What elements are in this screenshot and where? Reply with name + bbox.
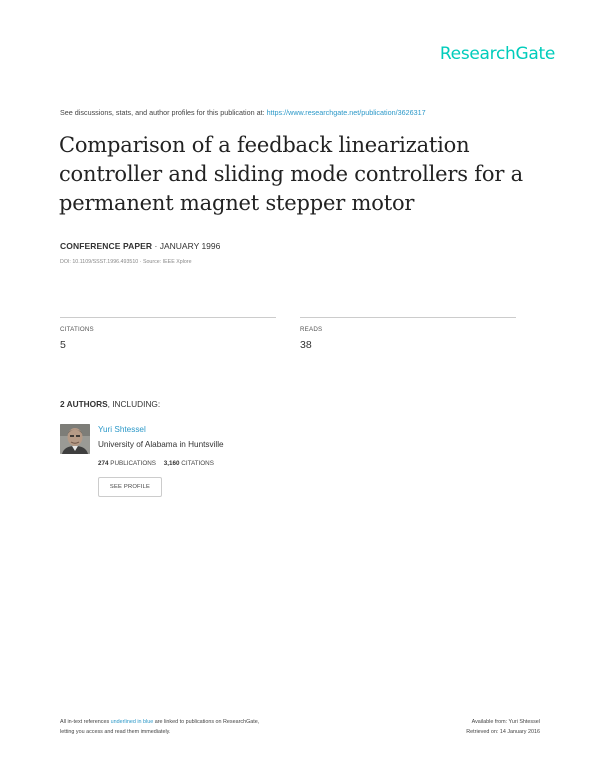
- footer-text: are linked to publications on ResearchGate,: [154, 719, 260, 725]
- citations-divider: [60, 317, 276, 318]
- citations-count: 5: [60, 339, 66, 351]
- author-photo-icon: [60, 424, 90, 454]
- author-institution: University of Alabama in Huntsville: [98, 440, 224, 449]
- footer-text: All in-text references: [60, 719, 110, 725]
- underlined-link-sample[interactable]: underlined in blue: [110, 719, 154, 725]
- discussion-notice: [60, 108, 426, 117]
- author-name-link[interactable]: Yuri Shtessel: [98, 425, 146, 434]
- paper-title-line: permanent magnet stepper motor: [59, 191, 415, 215]
- footer-note: [60, 717, 259, 737]
- available-from: Available from: Yuri Shtessel: [471, 719, 540, 725]
- author-citations-label: CITATIONS: [181, 460, 214, 467]
- see-profile-button[interactable]: SEE PROFILE: [98, 477, 162, 497]
- authors-count: 2 AUTHORS: [60, 399, 108, 409]
- author-publications-label: PUBLICATIONS: [110, 460, 156, 467]
- avatar[interactable]: [60, 424, 90, 454]
- author-publications-count: 274: [98, 460, 109, 467]
- paper-title-line: controller and sliding mode controllers for a: [59, 162, 523, 186]
- reads-divider: [300, 317, 516, 318]
- footer-availability: [466, 717, 540, 737]
- publication-link[interactable]: https://www.researchgate.net/publication/3626317: [266, 108, 426, 117]
- authors-including: , INCLUDING:: [107, 399, 161, 409]
- reads-label: READS: [300, 326, 323, 333]
- reads-count: 38: [300, 339, 312, 351]
- publication-date: JANUARY 1996: [159, 241, 221, 251]
- paper-title-line: Comparison of a feedback linearization: [59, 133, 470, 157]
- paper-title: [59, 131, 529, 218]
- citations-label: CITATIONS: [60, 326, 94, 333]
- footer-note-line: letting you access and read them immediately.: [60, 729, 171, 735]
- author-citations-count: 3,160: [163, 460, 180, 467]
- author-stats: [98, 460, 214, 467]
- retrieved-on: Retrieved on: 14 January 2016: [466, 729, 540, 735]
- publication-type: CONFERENCE PAPER: [60, 241, 153, 251]
- researchgate-logo[interactable]: ResearchGate: [439, 44, 555, 64]
- publication-type-line: [60, 241, 220, 251]
- discussion-text: See discussions, stats, and author profiles for this publication at:: [60, 108, 265, 117]
- authors-heading: [60, 399, 160, 409]
- footer-note-line: [60, 717, 259, 727]
- type-separator: ·: [154, 241, 158, 251]
- doi-line: DOI: 10.1109/SSST.1996.493510 · Source: IEEE Xplore: [60, 259, 192, 265]
